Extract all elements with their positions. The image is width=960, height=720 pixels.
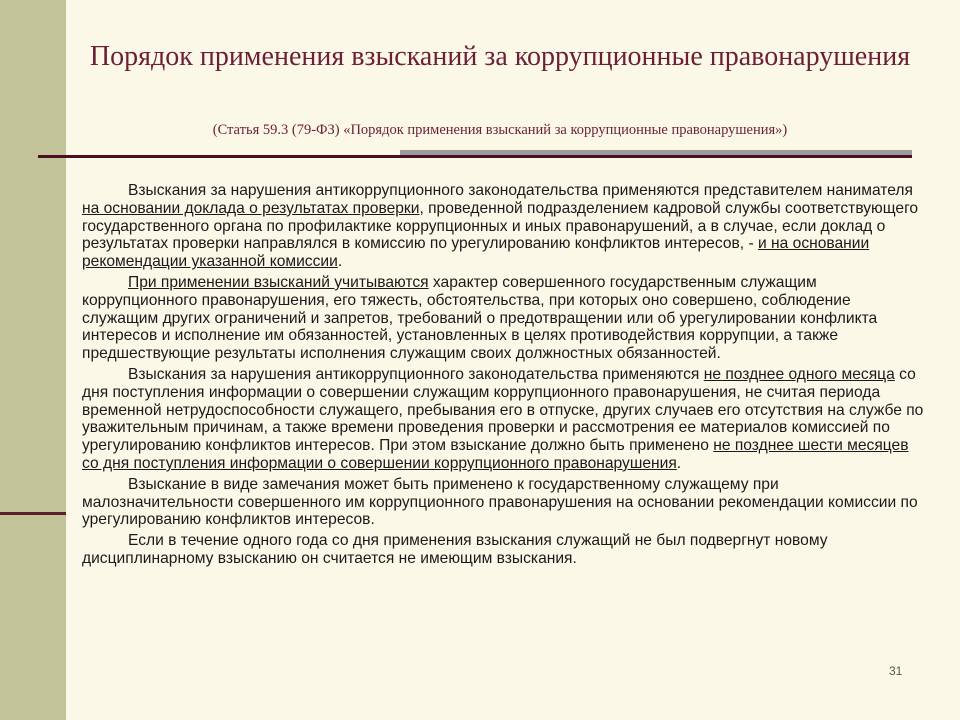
underlined-phrase: и на основании рекомендации указанной комиссии (82, 235, 870, 271)
underlined-phrase: не позднее одного месяца (703, 365, 895, 383)
slide-subtitle: (Статья 59.3 (79-ФЗ) «Порядок применения взысканий за коррупционные правонарушения») (212, 122, 788, 138)
paragraph-text: , проведенной подразделением кадровой службы соответствующего государственного органа по профилактике коррупционных и иных правонарушений, а в случае, если доклад о результатах проверки направлялся в комиссию по урегулированию конфликтов интересов, - (82, 199, 919, 253)
left-decor-band (0, 0, 66, 720)
paragraph-text: Если в течение одного года со дня применения взыскания служащий не был подвергнут новому дисциплинарному взысканию он считается не имеющим взыскания. (82, 532, 828, 567)
slide-body (82, 182, 927, 569)
paragraph-text: Взыскание в виде замечания может быть применено к государственному служащему при малозначительности совершенного им коррупционного правонарушения на основании рекомендации комиссии по урегулированию конфликтов интересов. (82, 475, 918, 529)
underlined-phrase: При применении взысканий учитываются (128, 273, 429, 291)
paragraph-1 (82, 182, 927, 271)
paragraph-3 (82, 366, 927, 473)
slide-title: Порядок применения взысканий за коррупционные правонарушения (89, 41, 911, 72)
paragraph-text: со дня поступления информации о совершении служащим коррупционного правонарушения, не считая периода временной нетрудоспособности служащего, пребывания его в отпуске, других случаев его отсутствия на службе по уважительным причинам, а также времени проведения проверки и рассмотрения ее материалов комиссией по урегулированию конфликтов интересов. При этом взыскание должно быть применено (82, 365, 924, 455)
paragraph-5 (82, 532, 927, 568)
underlined-phrase: не позднее шести месяцев со дня поступления информации о совершении коррупционного правонарушения (82, 437, 909, 472)
title-divider (38, 155, 912, 158)
left-band-divider (0, 512, 66, 515)
paragraph-text: Взыскания за нарушения антикоррупционного законодательства применяются представителем нанимателя (128, 182, 913, 199)
paragraph-text: . (676, 454, 682, 472)
paragraph-2 (82, 274, 927, 363)
paragraph-text: характер совершенного государственным служащим коррупционного правонарушения, его тяжесть, обстоятельства, при которых оно совершено, соблюдение служащим других ограничений и запретов, требований о предотвращении или об урегулировании конфликта интересов и исполнение им обязанностей, установленных в целях противодействия коррупции, а также предшествующие результаты исполнения служащим своих должностных обязанностей. (82, 273, 878, 363)
page-number: 31 (889, 664, 903, 678)
paragraph-4 (82, 476, 927, 529)
paragraph-text: Взыскания за нарушения антикоррупционного законодательства применяются (128, 365, 704, 383)
paragraph-text: . (337, 253, 343, 271)
underlined-phrase: на основании доклада о результатах проверки (82, 199, 420, 217)
